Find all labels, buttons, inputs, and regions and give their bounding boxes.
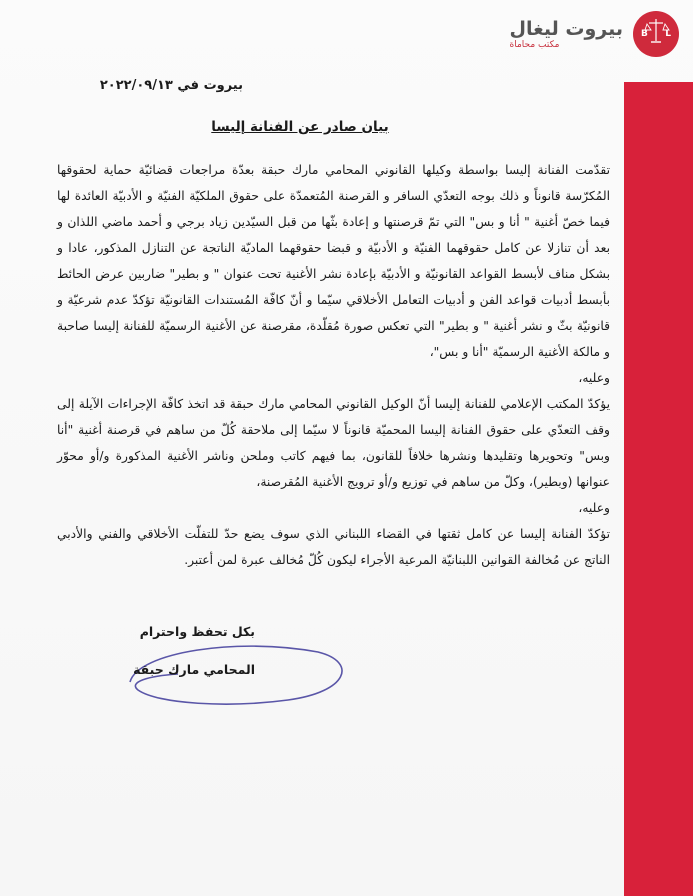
red-side-band (624, 82, 693, 896)
paragraph-whereas-1: وعليه، (578, 371, 610, 385)
statement-title: بيان صادر عن الفنانة إليسا (211, 119, 389, 135)
logo-subtitle: مكتب محاماة (509, 39, 560, 50)
logo-initial-l: L (665, 29, 671, 39)
closing-line: بكل تحفظ واحترام (139, 624, 255, 639)
logo-text (510, 18, 623, 51)
letter-body (57, 157, 610, 573)
scales-icon (633, 11, 679, 57)
logo-initial-b: B (641, 29, 648, 39)
paragraph-whereas-2: وعليه، (578, 501, 610, 515)
signature-name: المحامي مارك حبقة (133, 662, 255, 677)
letterhead-logo (510, 8, 679, 60)
letter-date: بيروت في ٢٠٢٢/٠٩/١٣ (99, 78, 243, 93)
paragraph-1: تقدّمت الفنانة إليسا بواسطة وكيلها القانوني المحامي مارك حبقة بعدّة مراجعات قضائيّة حماية لحقوقها المُكرّسة قانوناً و ذلك بوجه التعدّي السافر و القرصنة المُتعمدّة على حقوق الملكيّة الفنيّة و الأدبيّة العائدة لها فيما خصّ أغنية " أنا و بس" التي تمّ قرصنتها و إعادة بثّها من قبل السيّدين زياد برجي و أحمد ماضي اللذان و بعد أن تنازلا عن كامل حقوقهما الفنيّة و الأدبيّة و قبضا حقوقهما الماديّة الناتجة عن التنازل المذكور، عادا و بشكل مناف لأبسط القواعد القانونيّة و الأدبيّة بإعادة نشر الأغنية تحت عنوان " و بطير" ضاربين عرض الحائط بأبسط أدبيات قواعد الفن و أدبيات التعامل الأخلاقي سيّما و أنّ كافّة المُستندات القانونيّة تؤكدّ عدم شرعيّة و قانونيّة بثّ و نشر أغنية " و بطير" التي تعكس صورة مُقلّدة، مقرصنة عن الأغنية الرسميّة للفنانة إليسا صاحبة و مالكة الأغنية الرسميّة "أنا و بس"، (57, 163, 610, 359)
logo-emblem-icon (633, 11, 679, 57)
paragraph-2: يؤكدّ المكتب الإعلامي للفنانة إليسا أنّ الوكيل القانوني المحامي مارك حبقة قد اتخذ كافّة الإجراءات الآيلة إلى وقف التعدّي على حقوق الفنانة إليسا المحميّة قانوناً لا سيّما إلى ملاحقة كُلّ من ساهم في قرصنة أغنية "أنا وبس" وتحويرها وتقليدها ونشرها خلافاً للقانون، بما فيهم كاتب وملحن وناشر الأغنية المذكورة و/أو محوّر عنوانها (وبطير)، وكلّ من ساهم في توزيع و/أو ترويج الأغنية المُقرصنة، (57, 397, 610, 489)
logo-name: بيروت ليغال (509, 17, 623, 40)
paragraph-3: تؤكدّ الفنانة إليسا عن كامل ثقتها في القضاء اللبناني الذي سوف يضع حدّ للتفلّت الأخلاقي والفني والأدبي الناتج عن مُخالفة القوانين اللبنانيّة المرعية الأجراء ليكون كُلّ مُخالف عبرة لمن أعتبر. (57, 527, 610, 567)
